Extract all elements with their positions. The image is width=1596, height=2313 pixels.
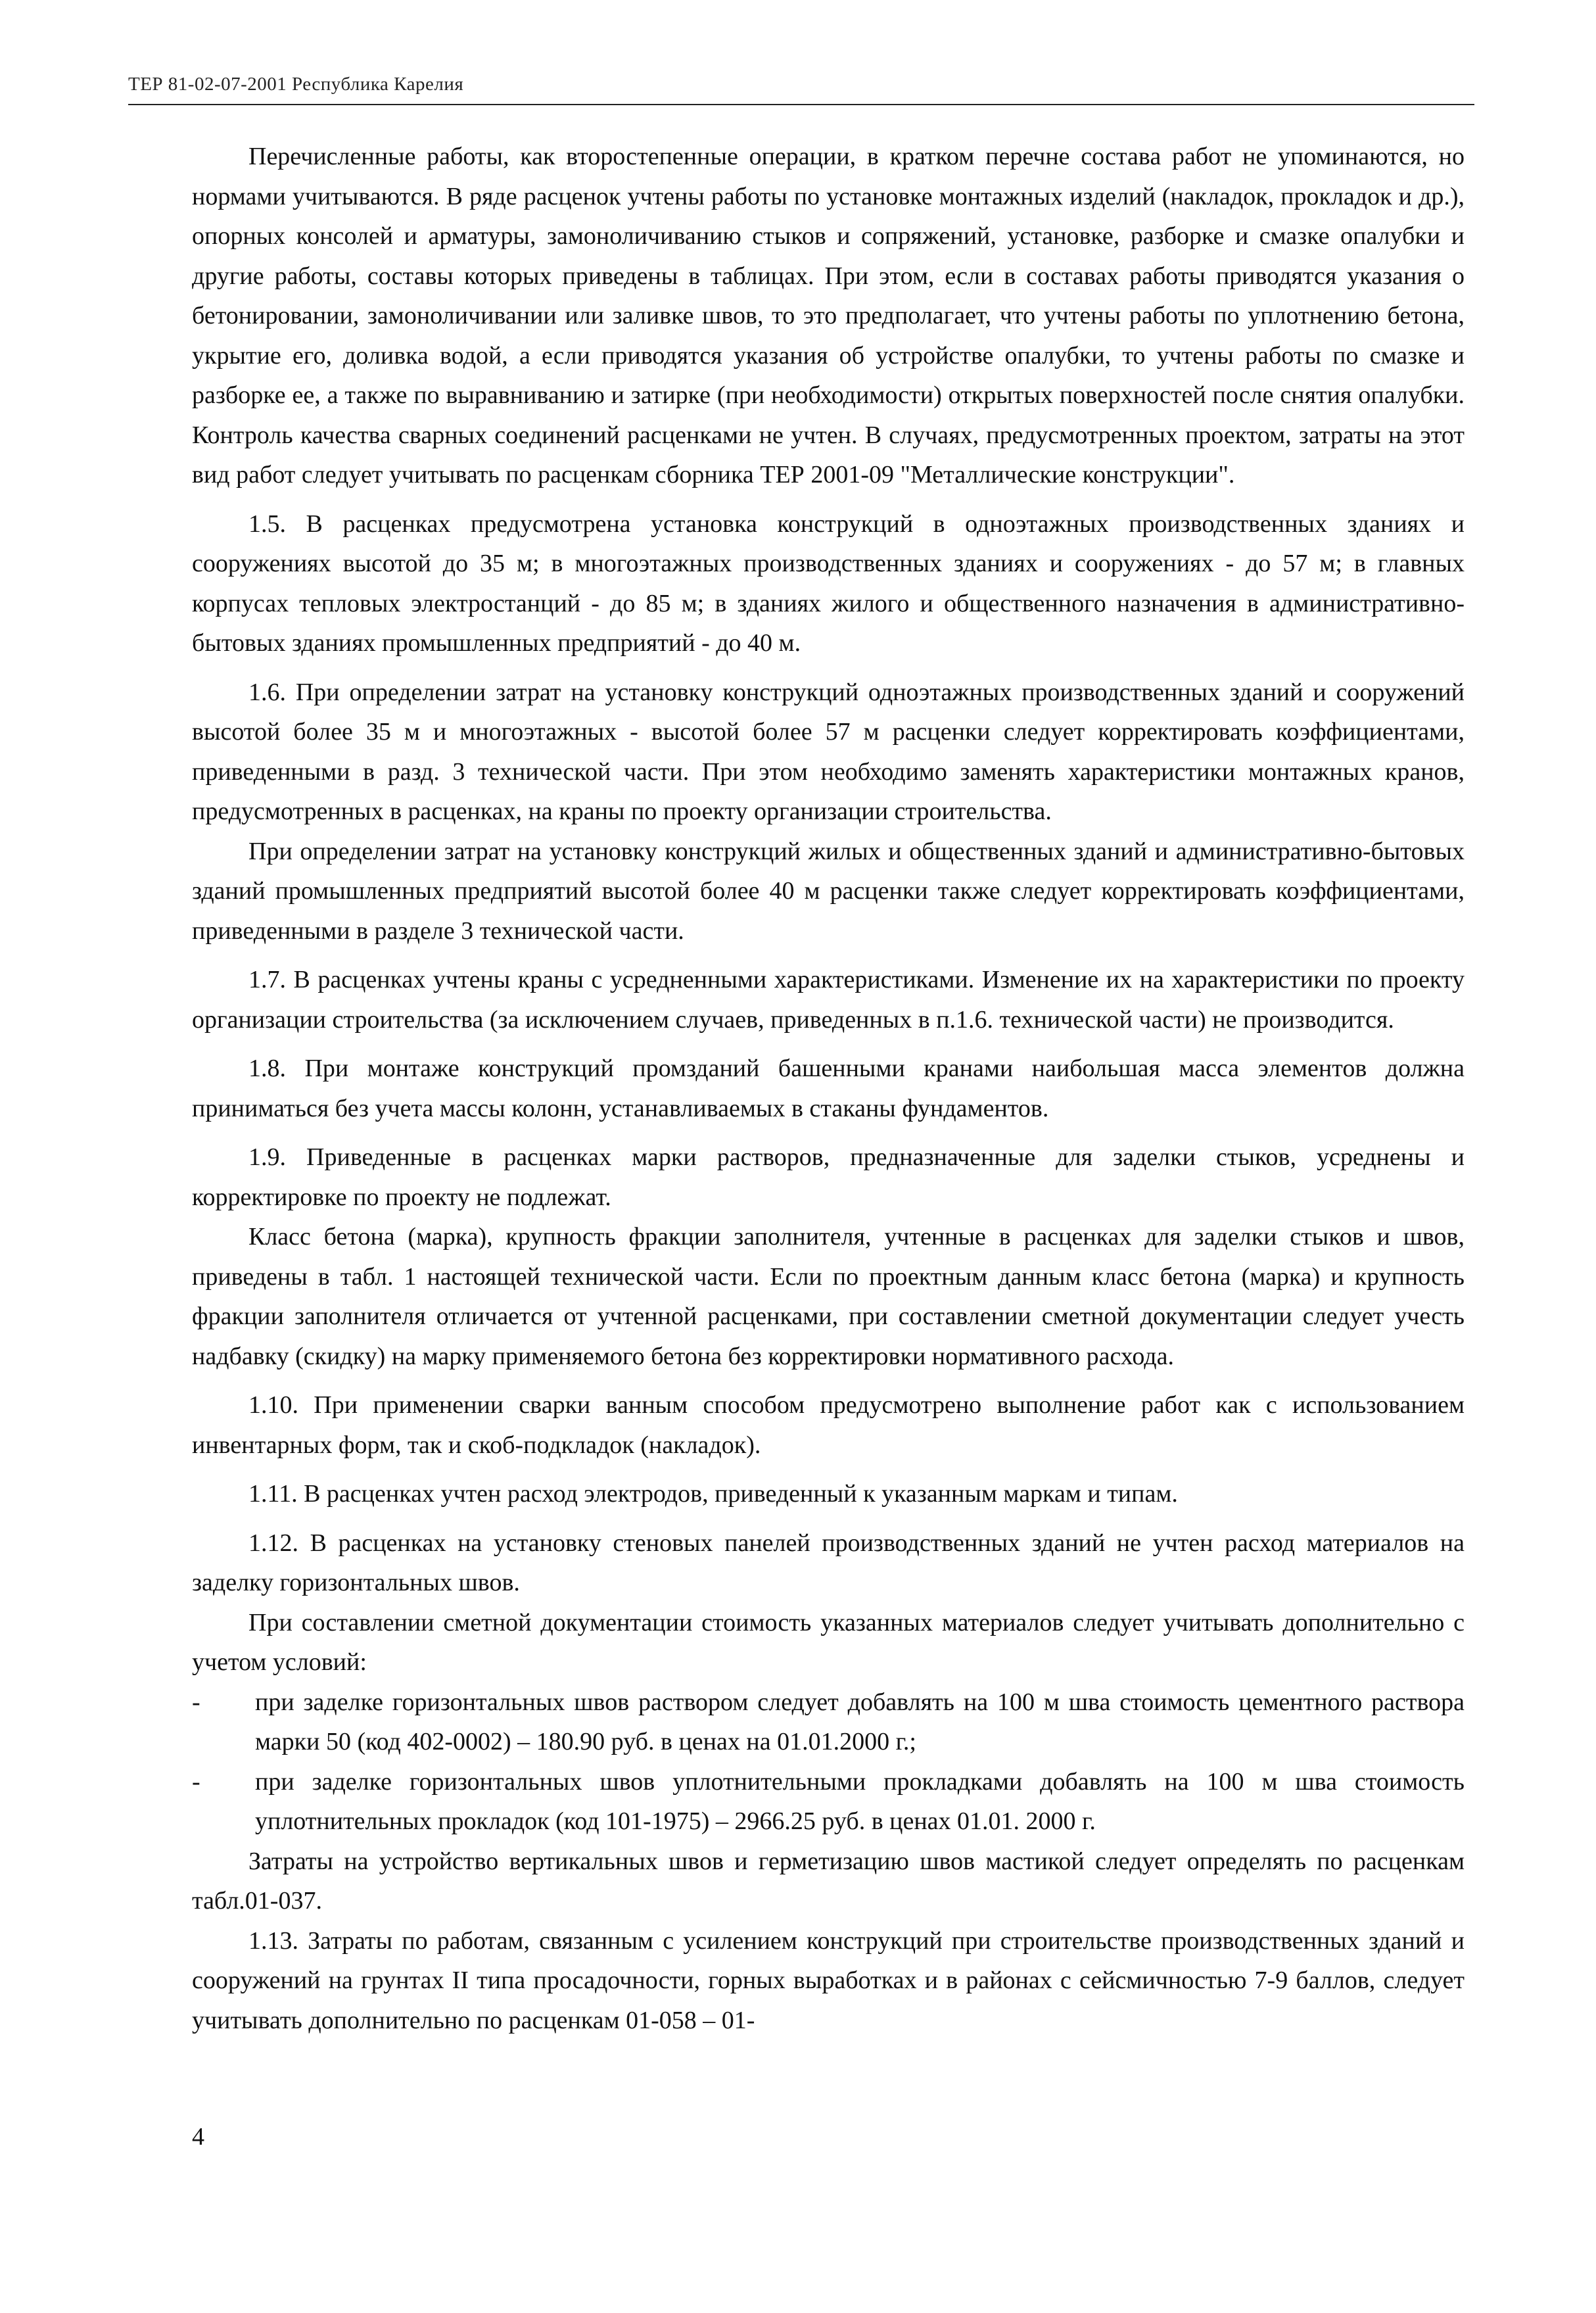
bullet-dash: - (192, 1688, 200, 1716)
paragraph-1-7: 1.7. В расценках учтены краны с усредненными характеристиками. Изменение их на характеристики по проекту организации строительства (за исключением случаев, приведенных в п.1.6. технической части) не производится. (192, 966, 1465, 1034)
paragraph-intro: Перечисленные работы, как второстепенные операции, в кратком перечне состава работ не упоминаются, но нормами учитываются. В ряде расценок учтены работы по установке монтажных изделий (накладок, прокладок и др.), опорных консолей и арматуры, замоноличиванию стыков и сопряжений, установке, разборке и смазке опалубки и другие работы, составы которых приведены в таблицах. При этом, если в составах работы приводятся указания о бетонировании, замоноличивании или заливке швов, то это предполагает, что учтены работы по уплотнению бетона, укрытие его, доливка водой, а если приводятся указания об устройстве опалубки, то учтены работы по смазке и разборке ее, а также по выравниванию и затирке (при необходимости) открытых поверхностей после снятия опалубки. Контроль качества сварных соединений расценками не учтен. В случаях, предусмотренных проектом, затраты на этот вид работ следует учитывать по расценкам сборника ТЕР 2001-09 "Металлические конструкции". (192, 143, 1465, 489)
bullet-dash: - (192, 1767, 200, 1796)
paragraph-1-8: 1.8. При монтаже конструкций промзданий башенными кранами наибольшая масса элементов должна приниматься без учета массы колонн, устанавливаемых в стаканы фундаментов. (192, 1055, 1465, 1122)
paragraph-vertical-seams: Затраты на устройство вертикальных швов и герметизацию швов мастикой следует определять по расценкам табл.01-037. (192, 1847, 1465, 1915)
header-rule (128, 104, 1474, 105)
document-body (192, 137, 1465, 2040)
paragraph-1-5: 1.5. В расценках предусмотрена установка конструкций в одноэтажных производственных зданиях и сооружениях высотой до 35 м; в многоэтажных производственных зданиях и сооружениях - до 57 м; в главных корпусах тепловых электростанций - до 85 м; в зданиях жилого и общественного назначения в административно-бытовых зданиях промышленных предприятий - до 40 м. (192, 510, 1465, 657)
paragraph-1-12: 1.12. В расценках на установку стеновых панелей производственных зданий не учтен расход материалов на заделку горизонтальных швов. (192, 1529, 1465, 1596)
running-header: ТЕР 81-02-07-2001 Республика Карелия (128, 74, 464, 95)
paragraph-1-6-cont: При определении затрат на установку конструкций жилых и общественных зданий и административно-бытовых зданий промышленных предприятий высотой более 40 м расценки также следует корректировать коэффициентами, приведенными в разделе 3 технической части. (192, 837, 1465, 945)
list-item-text: при заделке горизонтальных швов уплотнительными прокладками добавлять на 100 м шва стоимость уплотнительных прокладок (код 101-1975) – 2966.25 руб. в ценах 01.01. 2000 г. (255, 1767, 1465, 1835)
paragraph-1-12-cont: При составлении сметной документации стоимость указанных материалов следует учитывать дополнительно с учетом условий: (192, 1608, 1465, 1676)
page-number: 4 (192, 2123, 204, 2151)
list-item-text: при заделке горизонтальных швов раствором следует добавлять на 100 м шва стоимость цементного раствора марки 50 (код 402-0002) – 180.90 руб. в ценах на 01.01.2000 г.; (255, 1688, 1465, 1755)
paragraph-1-9: 1.9. Приведенные в расценках марки растворов, предназначенные для заделки стыков, усреднены и корректировке по проекту не подлежат. (192, 1143, 1465, 1211)
list-item-gaskets (192, 1762, 1465, 1842)
paragraph-1-11: 1.11. В расценках учтен расход электродов, приведенный к указанным маркам и типам. (248, 1480, 1178, 1508)
paragraph-1-9-cont: Класс бетона (марка), крупность фракции заполнителя, учтенные в расценках для заделки стыков и швов, приведены в табл. 1 настоящей технической части. Если по проектным данным класс бетона (марка) и крупность фракции заполнителя отличается от учтенной расценками, при составлении сметной документации следует учесть надбавку (скидку) на марку применяемого бетона без корректировки нормативного расхода. (192, 1223, 1465, 1370)
list-item-mortar (192, 1682, 1465, 1762)
paragraph-1-10: 1.10. При применении сварки ванным способом предусмотрено выполнение работ как с использованием инвентарных форм, так и скоб-подкладок (накладок). (192, 1391, 1465, 1459)
paragraph-1-13: 1.13. Затраты по работам, связанным с усилением конструкций при строительстве производственных зданий и сооружений на грунтах II типа просадочности, горных выработках и в районах с сейсмичностью 7-9 баллов, следует учитывать дополнительно по расценкам 01-058 – 01- (192, 1926, 1465, 2034)
paragraph-1-6: 1.6. При определении затрат на установку конструкций одноэтажных производственных зданий и сооружений высотой более 35 м и многоэтажных - высотой более 57 м расценки следует корректировать коэффициентами, приведенными в разд. 3 технической части. При этом необходимо заменять характеристики монтажных кранов, предусмотренных в расценках, на краны по проекту организации строительства. (192, 678, 1465, 825)
